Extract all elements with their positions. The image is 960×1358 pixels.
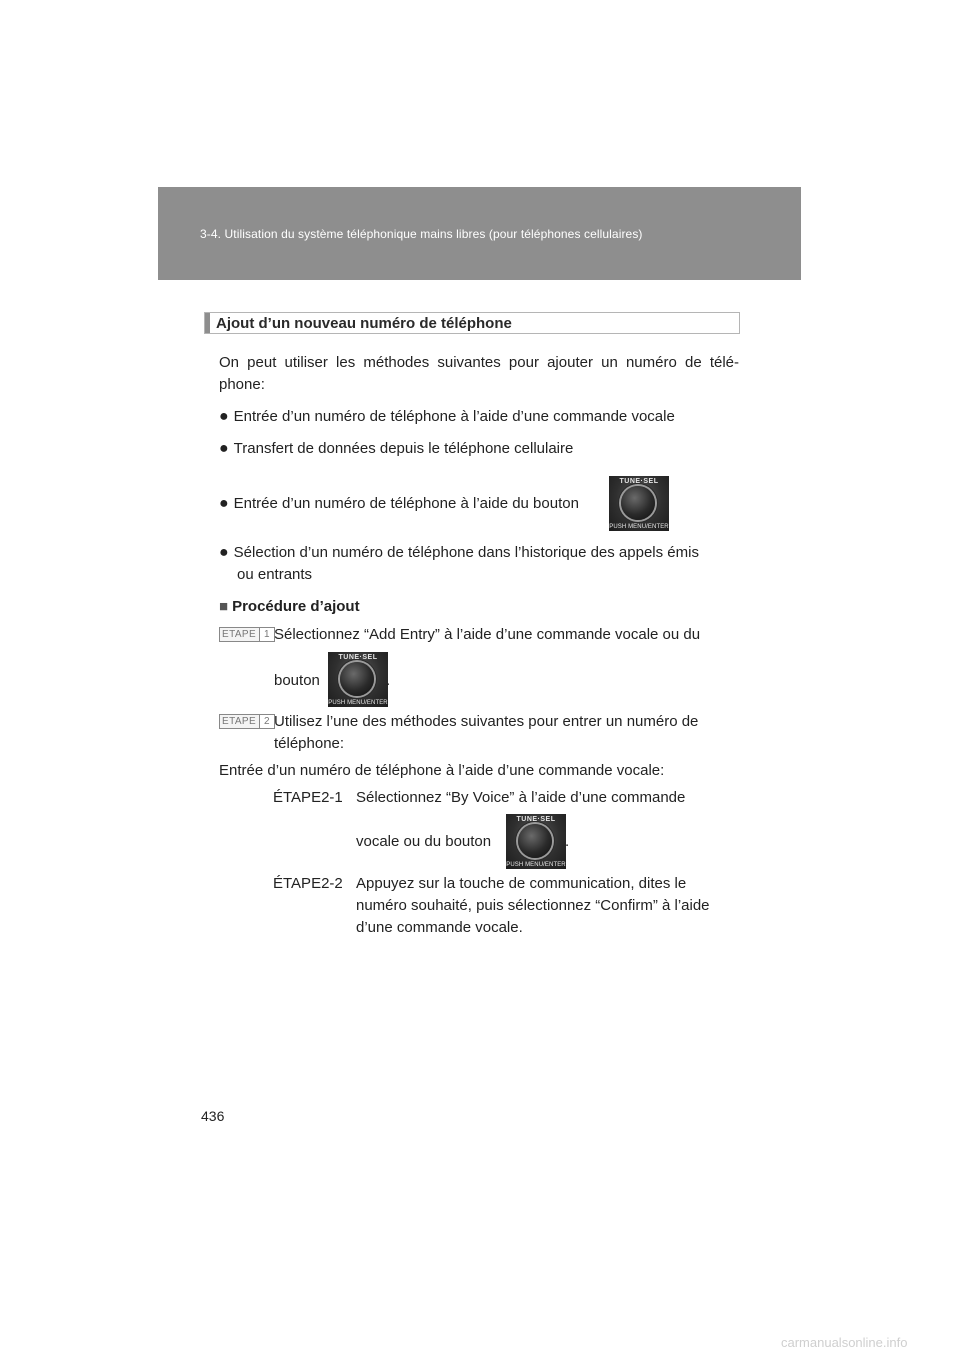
list-item: [219, 406, 675, 428]
tune-sel-knob-icon: [328, 652, 391, 707]
period: .: [565, 833, 570, 850]
list-item: [219, 438, 573, 460]
bullet-icon: ●: [219, 495, 229, 512]
substep-2-1-continuation: vocale ou du bouton: [356, 833, 492, 850]
step-number: 2: [260, 715, 274, 728]
step-word: ETAPE: [220, 715, 260, 728]
voice-method-label: Entrée d’un numéro de téléphone à l’aide d’une commande vocale:: [219, 762, 665, 779]
step-number: 1: [260, 628, 274, 641]
step-2-badge: [219, 714, 275, 729]
square-bullet-icon: ■: [219, 598, 229, 615]
list-item-text: Entrée d’un numéro de téléphone à l’aide d’une commande vocale: [233, 408, 675, 425]
bullet-icon: ●: [219, 440, 229, 457]
substep-2-2-continuation: numéro souhaité, puis sélectionnez “Confirm” à l’aide: [356, 897, 710, 914]
knob-top-label: TUNE·SEL: [619, 478, 659, 485]
knob-dial: [340, 662, 374, 696]
substep-2-2-label: ÉTAPE2-2: [273, 875, 343, 892]
chapter-title: 3-4. Utilisation du système téléphonique mains libres (pour téléphones cellulaires): [200, 227, 643, 241]
heading-accent: [205, 313, 210, 333]
step-1-continuation: bouton: [274, 672, 320, 689]
knob-dial: [621, 486, 655, 520]
step-1-badge: [219, 627, 275, 642]
list-item-text: Entrée d’un numéro de téléphone à l’aide du bouton: [233, 495, 579, 512]
substep-2-1-label: ÉTAPE2-1: [273, 789, 343, 806]
period: .: [386, 672, 391, 689]
section-heading-bar: [204, 312, 740, 334]
procedure-heading-text: Procédure d’ajout: [232, 598, 360, 615]
substep-2-1-text: Sélectionnez “By Voice” à l’aide d’une commande: [356, 789, 686, 806]
watermark: carmanualsonline.info: [781, 1335, 908, 1350]
bullet-icon: ●: [219, 544, 229, 561]
list-item-text: Sélection d’un numéro de téléphone dans l’historique des appels émis: [233, 544, 699, 561]
step-2-text: Utilisez l’une des méthodes suivantes pour entrer un numéro de: [274, 713, 699, 730]
step-2-continuation: téléphone:: [274, 735, 345, 752]
list-item: [219, 493, 579, 515]
knob-dial: [518, 824, 552, 858]
knob-top-label: TUNE·SEL: [516, 816, 556, 823]
list-item: [219, 542, 699, 564]
procedure-heading: [219, 596, 360, 618]
list-item-text: Transfert de données depuis le téléphone cellulaire: [233, 440, 574, 457]
knob-bottom-label: PUSH MENU/ENTER: [609, 524, 669, 530]
bullet-icon: ●: [219, 408, 229, 425]
tune-sel-knob-icon: [506, 814, 566, 869]
tune-sel-knob-icon: [609, 476, 669, 531]
list-item-continuation: ou entrants: [237, 566, 313, 583]
step-word: ETAPE: [220, 628, 260, 641]
knob-bottom-label: PUSH MENU/ENTER: [506, 862, 566, 868]
step-1-text: Sélectionnez “Add Entry” à l’aide d’une commande vocale ou du: [274, 626, 701, 643]
chapter-header: [158, 187, 801, 280]
section-title: Ajout d’un nouveau numéro de téléphone: [216, 315, 512, 332]
substep-2-2-continuation: d’une commande vocale.: [356, 919, 523, 936]
substep-2-2-text: Appuyez sur la touche de communication, dites le: [356, 875, 687, 892]
knob-bottom-label: PUSH MENU/ENTER: [328, 700, 388, 706]
knob-top-label: TUNE·SEL: [338, 654, 378, 661]
intro-paragraph: On peut utiliser les méthodes suivantes pour ajouter un numéro de télé-phone:: [219, 354, 739, 393]
page-number: 436: [201, 1108, 225, 1124]
